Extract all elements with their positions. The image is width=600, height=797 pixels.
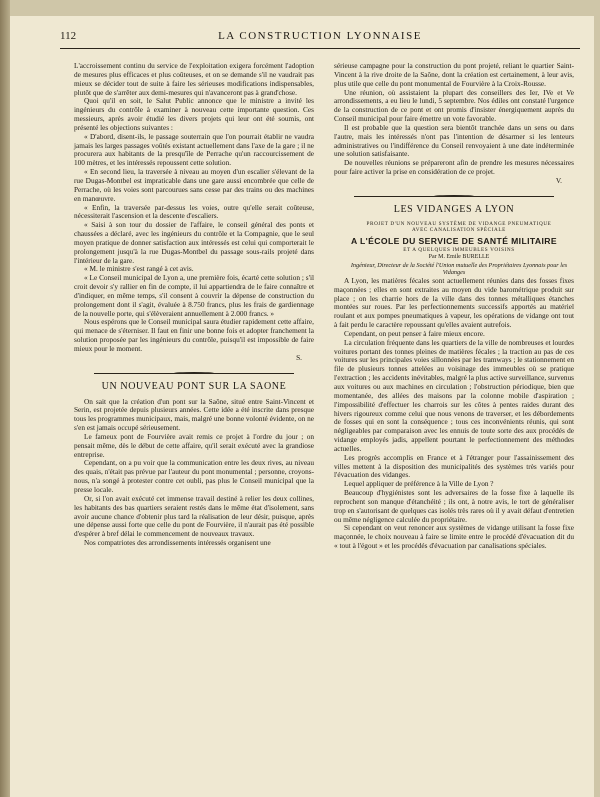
- paragraph: Quoi qu'il en soit, le Salut Public annonce que le ministre a invité les ingénieurs du contrôle à examiner à nouveau cette importante question. Ces messieurs, après avoir étudié les divers projets qui leur ont été soumis, ont présenté les objections suivantes :: [74, 96, 314, 132]
- author-signature: S.: [296, 352, 302, 362]
- section-separator: [74, 367, 314, 381]
- paragraph: Cependant, on a pu voir que la communication entre les deux rives, au niveau des quais, n'était pas prévue par l'auteur du pont monumental ; personne, croyons-nous, n'a songé à protester contre cet oubli, pas plus le Conseil municipal que la presse locale.: [74, 458, 314, 494]
- page-number: 112: [60, 30, 77, 42]
- paragraph: « Enfin, la traversée par-dessus les voies, outre qu'elle serait coûteuse, nécessiterait l'ascension et la descente d'escaliers.: [74, 202, 314, 221]
- section-separator: [334, 190, 574, 204]
- article-main-heading: A L'ÉCOLE DU SERVICE DE SANTÉ MILITAIRE: [350, 235, 558, 246]
- paragraph: « Saisi à son tour du dossier de l'affaire, le conseil général des ponts et chaussées a déclaré, avec les ingénieurs du contrôle et la Compagnie, que le seul moyen pratique de donner satisfaction aux intéressés est celui qui comporterait le prolongement jusqu'à la rue Dugas-Montbel du passage sous-rails projeté dans l'intérieur de la gare.: [74, 220, 314, 265]
- paragraph: Lequel appliquer de préférence à la Ville de Lyon ?: [344, 479, 494, 489]
- article-subtitle: ET A QUELQUES IMMEUBLES VOISINS: [403, 246, 515, 253]
- paragraph: De nouvelles réunions se prépareront afin de prendre les mesures nécessaires pour faire activer la prise en considération de ce projet.: [334, 158, 574, 177]
- paragraph: A Lyon, les matières fécales sont actuellement réunies dans des fosses fixes maçonnées ; elles en sont extraites au moyen du vide barométrique produit sur place ; on les charrie hors de la ville dans des tonnes métalliques étanches montées sur roues. Par les perfectionnements successifs apportés au matériel roulant et aux pompes pneumatiques à vapeur, les opérations de vidange ont tout à fait perdu le caractère repoussant qu'elles avaient autrefois.: [334, 275, 574, 330]
- paragraph: Nous espérons que le Conseil municipal saura étudier rapidement cette affaire, qui menace de s'éterniser. Il faut en finir une bonne fois et adopter franchement la solution proposée par les ingénieurs du contrôle, puisqu'il est impossible de faire mieux pour le moment.: [74, 317, 314, 353]
- paragraph: Beaucoup d'hygiénistes sont les adversaires de la fosse fixe à laquelle ils reprochent son manque d'étanchéité ; ils ont, à notre avis, le tort de généraliser trop en s'autorisant de quelques cas isolés très rares où il y avait défaut d'entretien ou même négligence calculée du propriétaire.: [334, 488, 574, 524]
- paragraph: Une réunion, où assistaient la plupart des conseillers des Ier, IVe et Ve arrondissements, a eu lieu le lundi, 5 septembre. Nos édiles ont constaté l'urgence de la construction de ce pont et ont promis d'insister énergiquement auprès du Conseil municipal pour faire émettre un vote favorable.: [334, 87, 574, 124]
- article-byline: Par M. Emile BURELLE: [428, 254, 490, 260]
- page-binding-edge: [0, 0, 10, 797]
- paragraph: Si cependant on veut renoncer aux systèmes de vidange utilisant la fosse fixe maçonnée, le choix nouveau à faire se limite entre le procédé d'évacuation dit du « tout à l'égout » et les procédés d'évacuation par canalisations spéciales.: [334, 523, 574, 551]
- page-header: [60, 30, 580, 49]
- author-signature: V.: [555, 175, 562, 185]
- article-title: LES VIDANGES A LYON: [393, 203, 515, 215]
- journal-title: LA CONSTRUCTION LYONNAISE: [218, 30, 422, 42]
- paragraph: « M. le ministre s'est rangé à cet avis.: [84, 264, 194, 274]
- paragraph: « D'abord, disent-ils, le passage souterrain que l'on pourrait établir ne vaudra jamais les larges passages voûtés existant actuellement dans l'axe de la gare ; il ne procurera aux habitants de la presqu'île de Perrache qu'un raccourcissement de 100 mètres, et les intéressés repoussent cette solution.: [74, 131, 314, 168]
- paragraph: Or, si l'on avait exécuté cet immense travail destiné à relier les deux collines, les habitants des bas quartiers seraient restés dans le même état d'isolement, sans avoir aucune chance d'obtenir plus tard la réalisation de leur désir, puisque, après une dépense aussi forte que celle du pont de Fourvière, il n'aurait pas été possible d'espérer à bref délai le commencement de nouveaux travaux.: [74, 493, 314, 539]
- paragraph: sérieuse campagne pour la construction du pont projeté, reliant le quartier Saint-Vincent à la rive droite de la Saône, dont la création est certainement, à leur avis, plus utile que celle du pont monumental de Fourvière à la Croix-Rousse.: [334, 61, 574, 88]
- paragraph: Il est probable que la question sera bientôt tranchée dans un sens ou dans l'autre, mais les intéressés n'ont pas l'intention de désarmer si les lenteurs administratives ou l'indifférence du Conseil renvoyaient à une date indéterminée une solution satisfaisante.: [334, 122, 574, 159]
- article-subtitle: AVEC CANALISATION SPÉCIALE: [412, 227, 506, 234]
- paragraph: Cependant, on peut penser à faire mieux encore.: [344, 328, 485, 338]
- author-affiliation: Ingénieur, Directeur de la Société l'Union mutuelle des Propriétaires Lyonnais pour les Vidanges: [350, 261, 568, 277]
- paragraph: Le fameux pont de Fourvière avait remis ce projet à l'ordre du jour ; on pensait même, dès le début de cette affaire, qu'il serait exécuté avec la grandiose entreprise.: [74, 431, 314, 459]
- journal-page: [10, 16, 594, 797]
- paragraph: « Le Conseil municipal de Lyon a, une première fois, écarté cette solution ; s'il croit devoir s'y rallier en fin de compte, il lui appartiendra de le faire connaître et d'indiquer, en même temps, s'il consent à couvrir la dépense de construction du prolongement dont il s'agit, évaluée à 8.750 francs, plus les frais de gardiennage de la nouvelle porte, qui s'élèveraient annuellement à 2.000 francs. »: [74, 273, 314, 318]
- left-column: [74, 62, 314, 548]
- paragraph: « En second lieu, la traversée à niveau au moyen d'un escalier s'élevant de la rue Dugas-Montbel est impraticable dans une gare aussi encombrée que celle de Perrache, où les voies sont parcourues sans cesse par des trains ou des machines en manœuvre.: [74, 167, 314, 203]
- paragraph: La circulation fréquente dans les quartiers de la ville de nombreuses et lourdes voitures portant des tonnes pleines de matières fécales ; la traction au pas de ces voitures sur les principales voies sillonnées par les tramways ; le stationnement en file de plusieurs tonnes attelées au voisinage des immeubles où se pratique l'extraction ; les accidents inévitables, malgré la plus active surveillance, survenus aux voitures ou aux machines en circulation ; l'obstruction périodique, bien que momentanée, des allées des maisons par la colonne mobile d'aspiration ; l'impossibilité d'effectuer les charrois sur les côtes à pentes raides durant des hivers rigoureux comme celui que nous venons de traverser, et les débordements de fosses qui en sont la conséquence ; tous ces inconvénients réunis, qui sont négligeables par comparaison avec les ennuis de toute sorte des aux procédés de vidange employés jadis, appellent pourtant le perfectionnement des méthodes actuelles.: [334, 337, 574, 453]
- paragraph: L'accroissement continu du service de l'exploitation exigera forcément l'adoption de mesures plus efficaces et plus coûteuses, et on se demande s'il ne vaudrait pas mieux se décider tout de suite à faire les sérieuses modifications indispensables, plutôt que de s'arrêter aux demi-mesures qui n'avanceront pas à grand'chose.: [74, 61, 314, 97]
- right-column: [334, 62, 574, 551]
- paragraph: On sait que la création d'un pont sur la Saône, situé entre Saint-Vincent et Serin, est projetée depuis plusieurs années. Cette idée a été inscrite dans presque tous les programmes municipaux, mais, malgré une bonne volonté évidente, on ne s'en est jamais occupé sérieusement.: [74, 396, 314, 433]
- article-subtitle: PROJET D'UN NOUVEAU SYSTÈME DE VIDANGE PNEUMATIQUE: [366, 220, 552, 227]
- paragraph: Nos compatriotes des arrondissements intéressés organisent une: [84, 538, 271, 548]
- paragraph: Les progrès accomplis en France et à l'étranger pour l'assainissement des villes mettent à la disposition des municipalités des systèmes très variés pour l'évacuation des vidanges.: [334, 452, 574, 480]
- article-title: UN NOUVEAU PONT SUR LA SAONE: [101, 380, 287, 392]
